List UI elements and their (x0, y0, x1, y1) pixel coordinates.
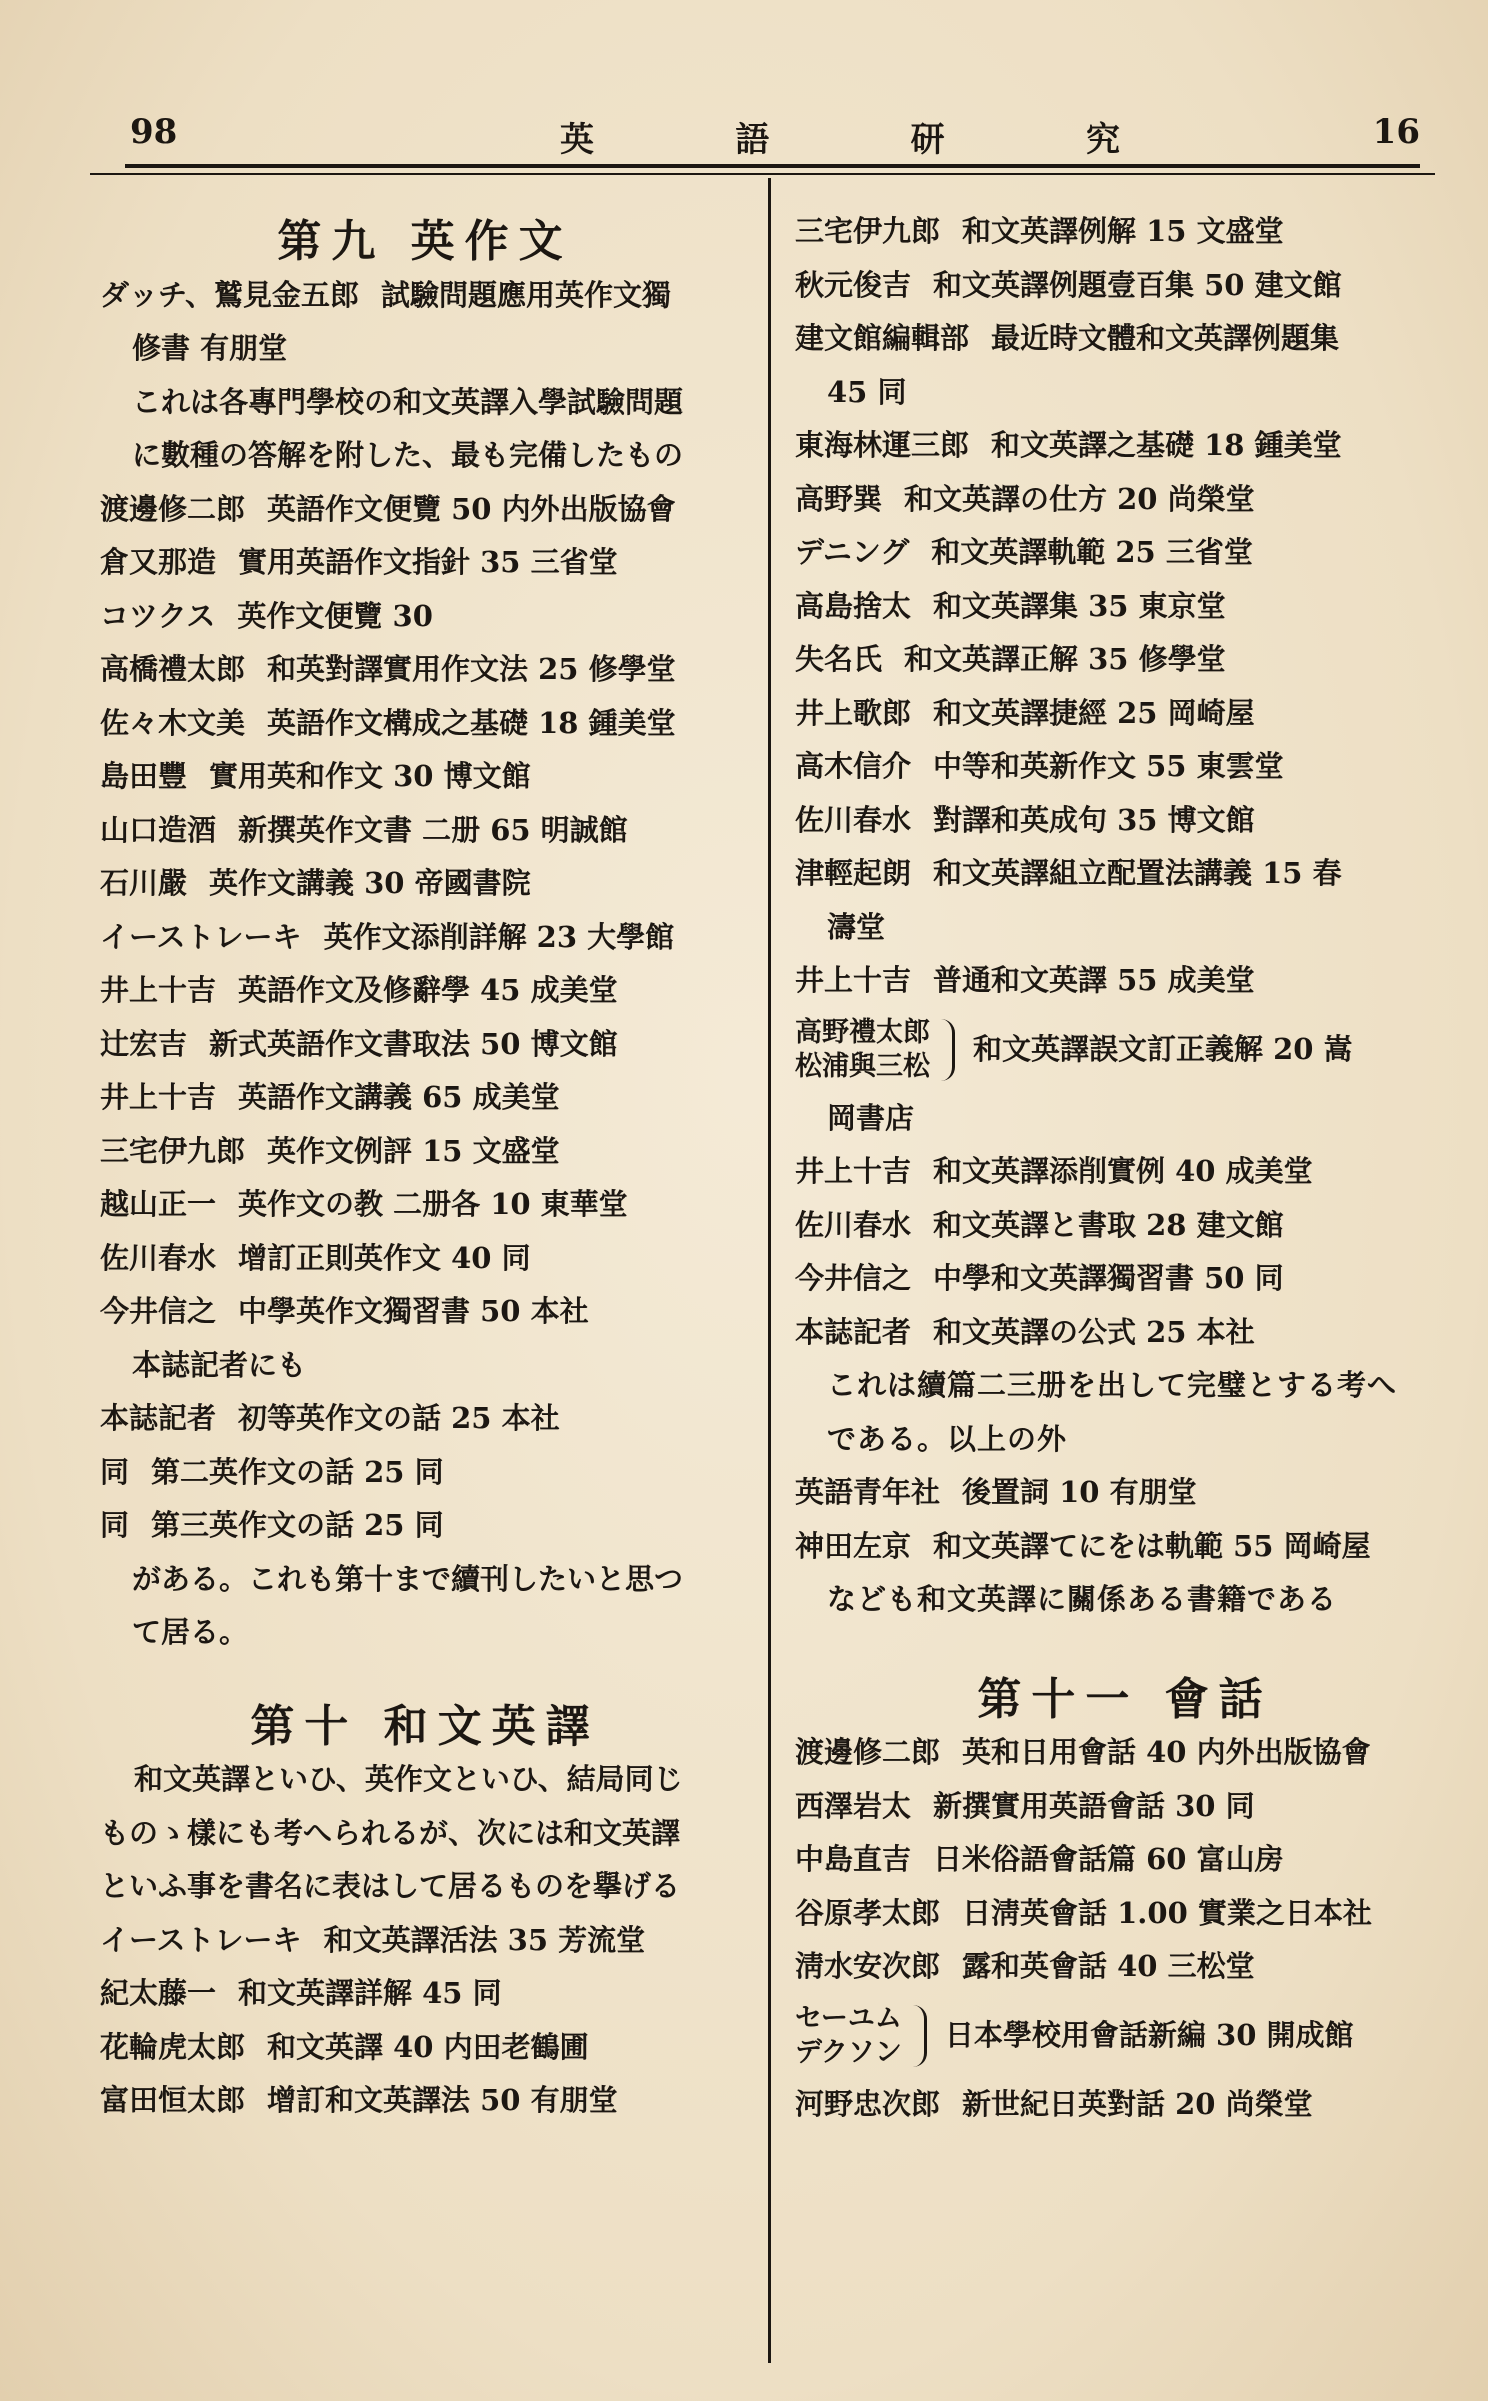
author: 富田恒太郎 (100, 2083, 246, 2117)
book-title: 對譯和英成句 35 博文館 (933, 802, 1255, 837)
brace-mark (938, 1019, 955, 1081)
author: 英語青年社 (795, 1475, 941, 1509)
book-title: 增訂和文英譯法 50 有朋堂 (267, 2083, 618, 2117)
bibliography-entry (795, 847, 1455, 901)
book-title: 第三英作文の話 25 同 (151, 1508, 444, 1542)
author: 本誌記者 (100, 1401, 217, 1435)
entry-continuation: て居る。 (132, 1615, 249, 1649)
entry-continuation: これは各專門學校の和文英譯入學試驗問題 (132, 384, 684, 419)
bibliography-entry (795, 1466, 1455, 1520)
author: 越山正一 (100, 1187, 217, 1221)
running-header (120, 112, 1420, 164)
book-title: 和文英譯の公式 25 本社 (933, 1314, 1255, 1349)
author: 山口造酒 (100, 812, 217, 847)
section-heading-10: 第十 和文英譯 (250, 1700, 600, 1752)
bibliography-entry (795, 1306, 1455, 1360)
book-title: 英作文添削詳解 23 大學館 (323, 919, 675, 954)
book-title: 新式英語作文書取法 50 博文館 (209, 1026, 618, 1061)
author: 石川嚴 (100, 866, 188, 900)
note-text: これは續篇二三册を出して完璧とする考へ (827, 1368, 1398, 1402)
book-title: 英語作文講義 65 成美堂 (238, 1080, 560, 1114)
author: 谷原孝太郎 (795, 1895, 941, 1930)
author: セーユム (795, 2002, 902, 2034)
bibliography-entry (795, 473, 1455, 527)
book-title: 中學英作文獨習書 50 本社 (238, 1294, 589, 1328)
bibliography-entry (795, 2078, 1455, 2132)
bibliography-entry (100, 483, 750, 537)
bibliography-entry (100, 536, 750, 590)
author: 建文館編輯部 (795, 321, 970, 355)
author: 井上十吉 (795, 1154, 912, 1188)
section-10-list-continued (795, 205, 1455, 1008)
bibliography-entry (795, 419, 1455, 473)
book-title: 和文英譯軌範 25 三省堂 (931, 535, 1253, 569)
bibliography-entry (100, 269, 750, 323)
book-title: 和文英譯と書取 28 建文館 (933, 1207, 1284, 1242)
author: 東海林運三郎 (795, 428, 970, 462)
author: 本誌記者 (795, 1314, 912, 1349)
bibliography-entry (795, 954, 1455, 1008)
book-title: 和文英譯例題壹百集 50 建文館 (933, 267, 1342, 302)
author: 秋元俊吉 (795, 267, 912, 302)
joint-authors-entry (795, 1994, 1455, 2078)
title-char: 英 (560, 120, 594, 160)
author: 島田豐 (100, 759, 188, 793)
author: 河野忠次郎 (795, 2086, 941, 2121)
author: 花輪虎太郎 (100, 2029, 246, 2064)
book-title: 露和英會話 40 三松堂 (962, 1949, 1255, 1983)
header-rule-thin (90, 173, 1435, 175)
book-title: 英作文講義 30 帝國書院 (209, 866, 531, 900)
title-char: 究 (1085, 120, 1120, 160)
author: 三宅伊九郎 (100, 1133, 246, 1168)
author: 佐々木文美 (100, 705, 246, 740)
book-title: 和文英譯 40 内田老鶴圃 (267, 2029, 589, 2064)
author: 松浦與三松 (795, 1050, 930, 1082)
bibliography-entry (795, 1199, 1455, 1253)
author: 津輕起朗 (795, 856, 912, 890)
bibliography-entry (100, 697, 750, 751)
journal-title (560, 112, 1120, 161)
author: 井上十吉 (100, 1080, 217, 1114)
bibliography-entry (795, 1252, 1455, 1306)
bibliography-entry (795, 1145, 1455, 1199)
book-title: 和文英譯てにをは軌範 55 岡崎屋 (933, 1528, 1371, 1563)
author: イーストレーキ (100, 1922, 302, 1957)
author: 井上十吉 (795, 963, 912, 997)
note-text: なども和文英譯に關係ある書籍である (827, 1582, 1338, 1616)
book-title: 和文英譯組立配置法講義 15 春 (933, 856, 1342, 890)
bibliography-entry (795, 740, 1455, 794)
author: 紀太藤一 (100, 1976, 217, 2010)
author: コツクス (100, 598, 216, 633)
entry-continuation: 45 同 (827, 374, 907, 409)
book-title: 新世紀日英對話 20 尚榮堂 (962, 2086, 1313, 2121)
author: 高木信介 (795, 749, 912, 783)
bibliography-entry (100, 911, 750, 965)
author: デクソン (795, 2036, 902, 2068)
bibliography-entry (100, 590, 750, 644)
author: 今井信之 (795, 1261, 912, 1295)
book-title: 和文英譯詳解 45 同 (238, 1976, 502, 2010)
author: 渡邊修二郎 (795, 1735, 941, 1769)
page-number-left: 98 (130, 112, 178, 152)
book-title: 日本學校用會話新編 30 開成館 (944, 2017, 1354, 2052)
author: 神田左京 (795, 1528, 912, 1563)
entry-continuation: 濤堂 (827, 909, 886, 944)
bibliography-entry (100, 2074, 750, 2128)
bibliography-entry (100, 1232, 750, 1286)
brace-mark (910, 2005, 927, 2067)
book-title: 中學和文英譯獨習書 50 同 (933, 1261, 1284, 1295)
header-rule (125, 164, 1420, 168)
author: 高島捨太 (795, 588, 912, 623)
bibliography-entry (100, 1967, 750, 2021)
bibliography-entry (100, 964, 750, 1018)
paragraph-line: 和文英譯といひ、英作文といひ、結局同じ (134, 1762, 683, 1796)
author: 倉又那造 (100, 545, 217, 579)
author: 辻宏吉 (100, 1026, 188, 1061)
book-title: 和文英譯捷經 25 岡崎屋 (933, 695, 1255, 730)
bibliography-entry (795, 1940, 1455, 1994)
bibliography-entry (100, 1125, 750, 1179)
bibliography-entry (795, 1520, 1455, 1574)
left-column (100, 215, 750, 2128)
bibliography-entry (795, 1780, 1455, 1834)
book-title: 英語作文構成之基礎 18 鍾美堂 (267, 705, 676, 740)
book-title: 日米俗語會話篇 60 富山房 (933, 1842, 1284, 1876)
book-title: 中等和英新作文 55 東雲堂 (933, 749, 1284, 783)
bibliography-entry (795, 1833, 1455, 1887)
bibliography-entry (795, 580, 1455, 634)
author: 渡邊修二郎 (100, 491, 246, 526)
bibliography-entry (100, 1018, 750, 1072)
bibliography-entry (100, 1285, 750, 1339)
book-title: 新撰英作文書 二册 65 明誠館 (238, 812, 628, 847)
section-10-list (100, 1914, 750, 2128)
entry-continuation: 岡書店 (827, 1100, 915, 1135)
bibliography-entry (100, 1392, 750, 1446)
book-title: 新撰實用英語會話 30 同 (933, 1788, 1255, 1823)
author: デニング (795, 535, 910, 569)
author: 今井信之 (100, 1294, 217, 1328)
paragraph-line: ものゝ樣にも考へられるが、次には和文英譯 (100, 1815, 681, 1850)
book-title: 和文英譯例解 15 文盛堂 (962, 214, 1284, 248)
bibliography-entry (100, 1499, 750, 1553)
book-title: 和文英譯正解 35 修學堂 (904, 642, 1226, 676)
book-title: 初等英作文の話 25 本社 (238, 1401, 560, 1435)
bibliography-entry (100, 1914, 750, 1968)
book-title: 英作文便覽 30 (237, 598, 433, 633)
author: 三宅伊九郎 (795, 214, 941, 248)
column-divider (768, 178, 771, 2363)
book-title: 和文英譯活法 35 芳流堂 (323, 1922, 646, 1957)
author: 失名氏 (795, 642, 883, 676)
book-title: 英語作文便覽 50 内外出版協會 (267, 491, 676, 526)
author: イーストレーキ (100, 919, 302, 954)
section-11-list-continued (795, 2078, 1455, 2132)
entry-continuation: 本誌記者にも (132, 1347, 307, 1382)
author: 高野巽 (795, 481, 883, 516)
book-title: 和文英譯集 35 東京堂 (933, 588, 1226, 623)
entry-continuation: 修書 有朋堂 (132, 331, 288, 365)
joint-author-names (795, 1016, 930, 1084)
book-title: 英語作文及修辭學 45 成美堂 (238, 973, 618, 1007)
author: 高橋禮太郎 (100, 652, 246, 686)
section-11-list (795, 1726, 1455, 1994)
book-title: 英和日用會話 40 内外出版協會 (962, 1735, 1371, 1769)
book-title: 第二英作文の話 25 同 (151, 1454, 444, 1489)
title-char: 語 (735, 120, 770, 160)
bibliography-entry (795, 1887, 1455, 1941)
bibliography-entry (795, 312, 1455, 366)
book-title: 和英對譯實用作文法 25 修學堂 (267, 652, 676, 686)
page-number-right: 16 (1372, 112, 1420, 152)
bibliography-entry (100, 1178, 750, 1232)
paragraph-line: といふ事を書名に表はして居るものを擧げる (100, 1869, 681, 1903)
bibliography-entry (795, 794, 1455, 848)
author: 佐川春水 (100, 1240, 217, 1275)
book-title: 和文英譯之基礎 18 鍾美堂 (991, 428, 1342, 462)
entry-continuation: がある。これも第十まで續刊したいと思つ (132, 1561, 684, 1596)
bibliography-entry (100, 750, 750, 804)
bibliography-entry (795, 205, 1455, 259)
section-heading-11: 第十一 會話 (977, 1673, 1273, 1725)
book-title: 實用英和作文 30 博文館 (209, 759, 531, 793)
book-title: 最近時文體和文英譯例題集 (991, 321, 1340, 355)
book-title: 英作文の教 二册各 10 東華堂 (238, 1187, 628, 1221)
bibliography-entry (100, 2021, 750, 2075)
joint-authors-entry (795, 1008, 1455, 1092)
book-title: 試驗問題應用英作文獨 (380, 277, 671, 312)
bibliography-entry (100, 643, 750, 697)
bibliography-entry (100, 857, 750, 911)
book-title: 實用英語作文指針 35 三省堂 (238, 545, 618, 579)
author: 高野禮太郎 (795, 1016, 930, 1048)
book-title: 和文英譯添削實例 40 成美堂 (933, 1154, 1313, 1188)
author: 中島直吉 (795, 1842, 912, 1876)
author: 同 (100, 1454, 130, 1489)
author: 井上十吉 (100, 973, 217, 1007)
author: 佐川春水 (795, 802, 912, 837)
bibliography-entry (100, 1446, 750, 1500)
bibliography-entry (795, 526, 1455, 580)
note-text: である。以上の外 (827, 1421, 1068, 1456)
author: 井上歌郎 (795, 695, 912, 730)
book-title: 英作文例評 15 文盛堂 (267, 1133, 560, 1168)
bibliography-entry (795, 633, 1455, 687)
author: 同 (100, 1508, 130, 1542)
book-title: 後置詞 10 有朋堂 (962, 1475, 1197, 1509)
bibliography-entry (795, 1726, 1455, 1780)
section-heading-9: 第九 英作文 (277, 216, 573, 267)
joint-author-names (795, 2002, 902, 2070)
book-title: 日淸英會話 1.00 實業之日本社 (962, 1895, 1372, 1930)
bibliography-entry (100, 1071, 750, 1125)
book-title: 增訂正則英作文 40 同 (238, 1240, 531, 1275)
bibliography-entry (795, 687, 1455, 741)
book-title: 普通和文英譯 55 成美堂 (933, 963, 1255, 997)
author: ダッチ、鷲見金五郎 (100, 277, 359, 312)
entry-continuation: に數種の答解を附した、最も完備したもの (132, 438, 684, 472)
author: 佐川春水 (795, 1207, 912, 1242)
title-char: 研 (910, 120, 945, 160)
right-column (795, 205, 1455, 2131)
bibliography-entry (100, 804, 750, 858)
section-10-intro (100, 1753, 750, 1914)
bibliography-entry (795, 259, 1455, 313)
book-title: 和文英譯の仕方 20 尚榮堂 (904, 481, 1255, 516)
author: 淸水安次郎 (795, 1949, 941, 1983)
book-title: 和文英譯誤文訂正義解 20 嵩 (973, 1031, 1353, 1066)
author: 西澤岩太 (795, 1788, 912, 1823)
section-9-list (100, 269, 750, 1660)
section-10-list-continued-2 (795, 1092, 1455, 1627)
